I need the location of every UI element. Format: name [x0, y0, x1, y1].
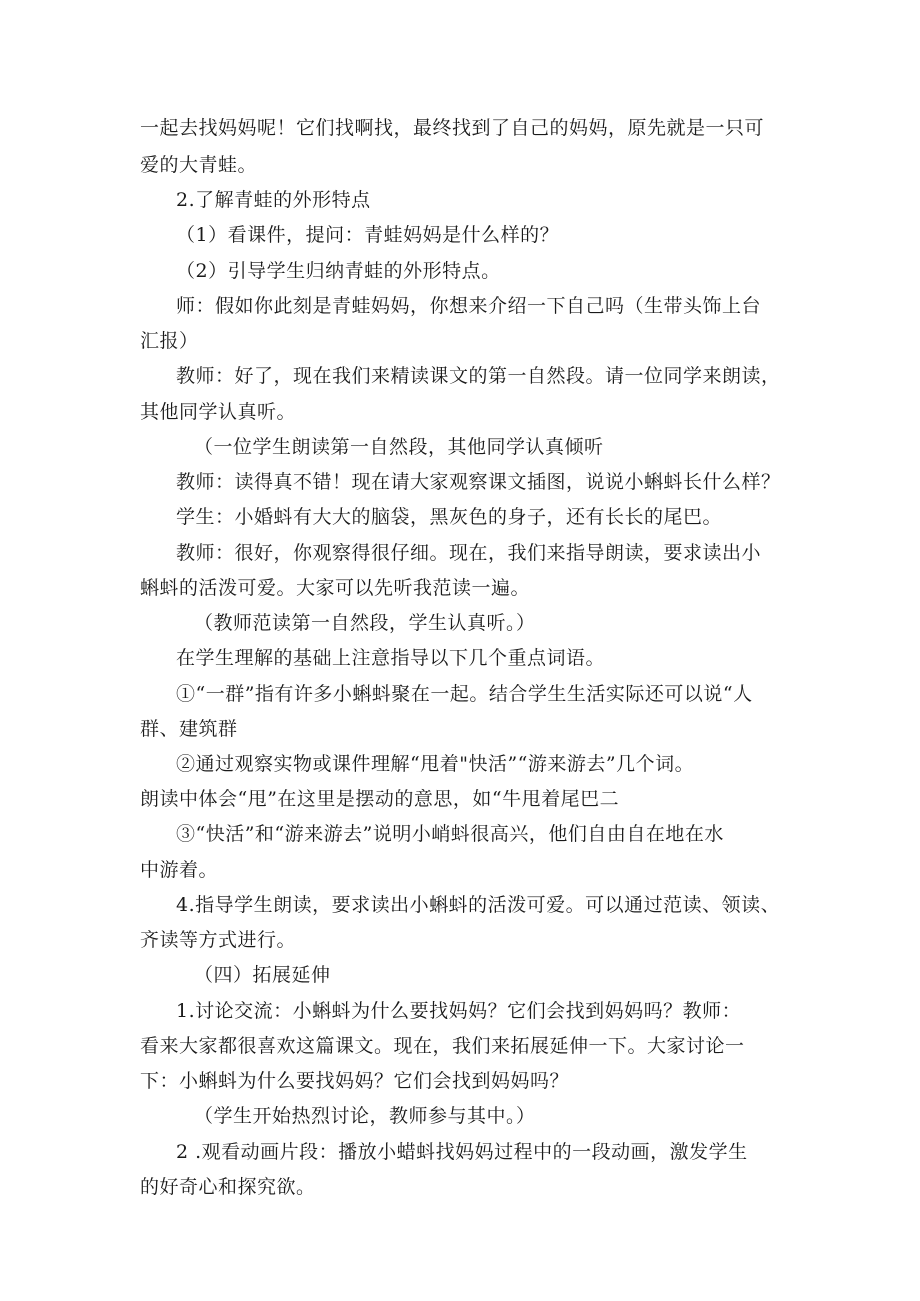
text-line: （学生开始热烈讨论，教师参与其中。）: [194, 1105, 536, 1127]
text-line: ③“快活”和“游来游去”说明小峭蚪很高兴，他们自由自在地在水: [176, 823, 724, 845]
text-line: （一位学生朗读第一自然段，其他同学认真倾听: [194, 436, 604, 458]
text-line: 群、建筑群: [140, 718, 238, 740]
section-heading: 2.了解青蛙的外形特点: [176, 189, 371, 211]
text-line: ①“一群”指有许多小蝌蚪聚在一起。结合学生生活实际还可以说“人: [176, 683, 753, 705]
text-line: 看来大家都很喜欢这篇课文。现在，我们来拓展延伸一下。大家讨论一: [140, 1035, 745, 1057]
text-line: 蝌蚪的活泼可爱。大家可以先听我范读一遍。: [140, 577, 531, 599]
text-line: 中游着。: [140, 859, 219, 881]
text-line: 教师：好了，现在我们来精读课文的第一自然段。请一位同学来朗读，: [176, 365, 781, 387]
text-line: （2）引导学生归纳青蛙的外形特点。: [176, 260, 501, 282]
text-line: 教师：很好，你观察得很仔细。现在，我们来指导朗读，要求读出小: [176, 542, 762, 564]
text-line: 学生：小婚蚪有大大的脑袋，黑灰色的身子，还有长长的尾巴。: [176, 506, 723, 528]
text-line: 齐读等方式进行。: [140, 929, 297, 951]
text-line: 1.讨论交流：小蝌蚪为什么要找妈妈？它们会找到妈妈吗？教师：: [176, 1000, 742, 1022]
text-line: 的好奇心和探究欲。: [140, 1176, 316, 1198]
text-line: ②通过观察实物或课件理解“甩着"快活”“游来游去”几个词。: [176, 753, 695, 775]
text-line: 4.指导学生朗读，要求读出小蝌蚪的活泼可爱。可以通过范读、领读、: [176, 894, 781, 916]
text-line: 2 .观看动画片段：播放小蜡蚪找妈妈过程中的一段动画，激发学生: [176, 1141, 748, 1163]
section-heading: （四）拓展延伸: [194, 964, 331, 986]
text-line: （教师范读第一自然段，学生认真听。）: [194, 612, 536, 634]
text-line: 教师：读得真不错！现在请大家观察课文插图，说说小蝌蚪长什么样？: [176, 471, 781, 493]
text-line: 在学生理解的基础上注意指导以下几个重点词语。: [176, 647, 606, 669]
text-line: 一起去找妈妈呢！它们找啊找，最终找到了自己的妈妈，原先就是一只可: [140, 117, 765, 139]
text-line: 汇报）: [140, 330, 199, 352]
text-line: 其他同学认真听。: [140, 401, 297, 423]
text-line: 下：小蝌蚪为什么要找妈妈？它们会找到妈妈吗？: [140, 1070, 570, 1092]
text-line: （1）看课件，提问：青蛙妈妈是什么样的？: [176, 224, 560, 246]
text-line: 爱的大青蛙。: [140, 154, 258, 176]
text-line: 师：假如你此刻是青蛙妈妈，你想来介绍一下自己吗（生带头饰上台: [176, 295, 762, 317]
text-line: 朗读中体会“甩”在这里是摆动的意思，如“牛甩着尾巴二: [140, 788, 620, 810]
